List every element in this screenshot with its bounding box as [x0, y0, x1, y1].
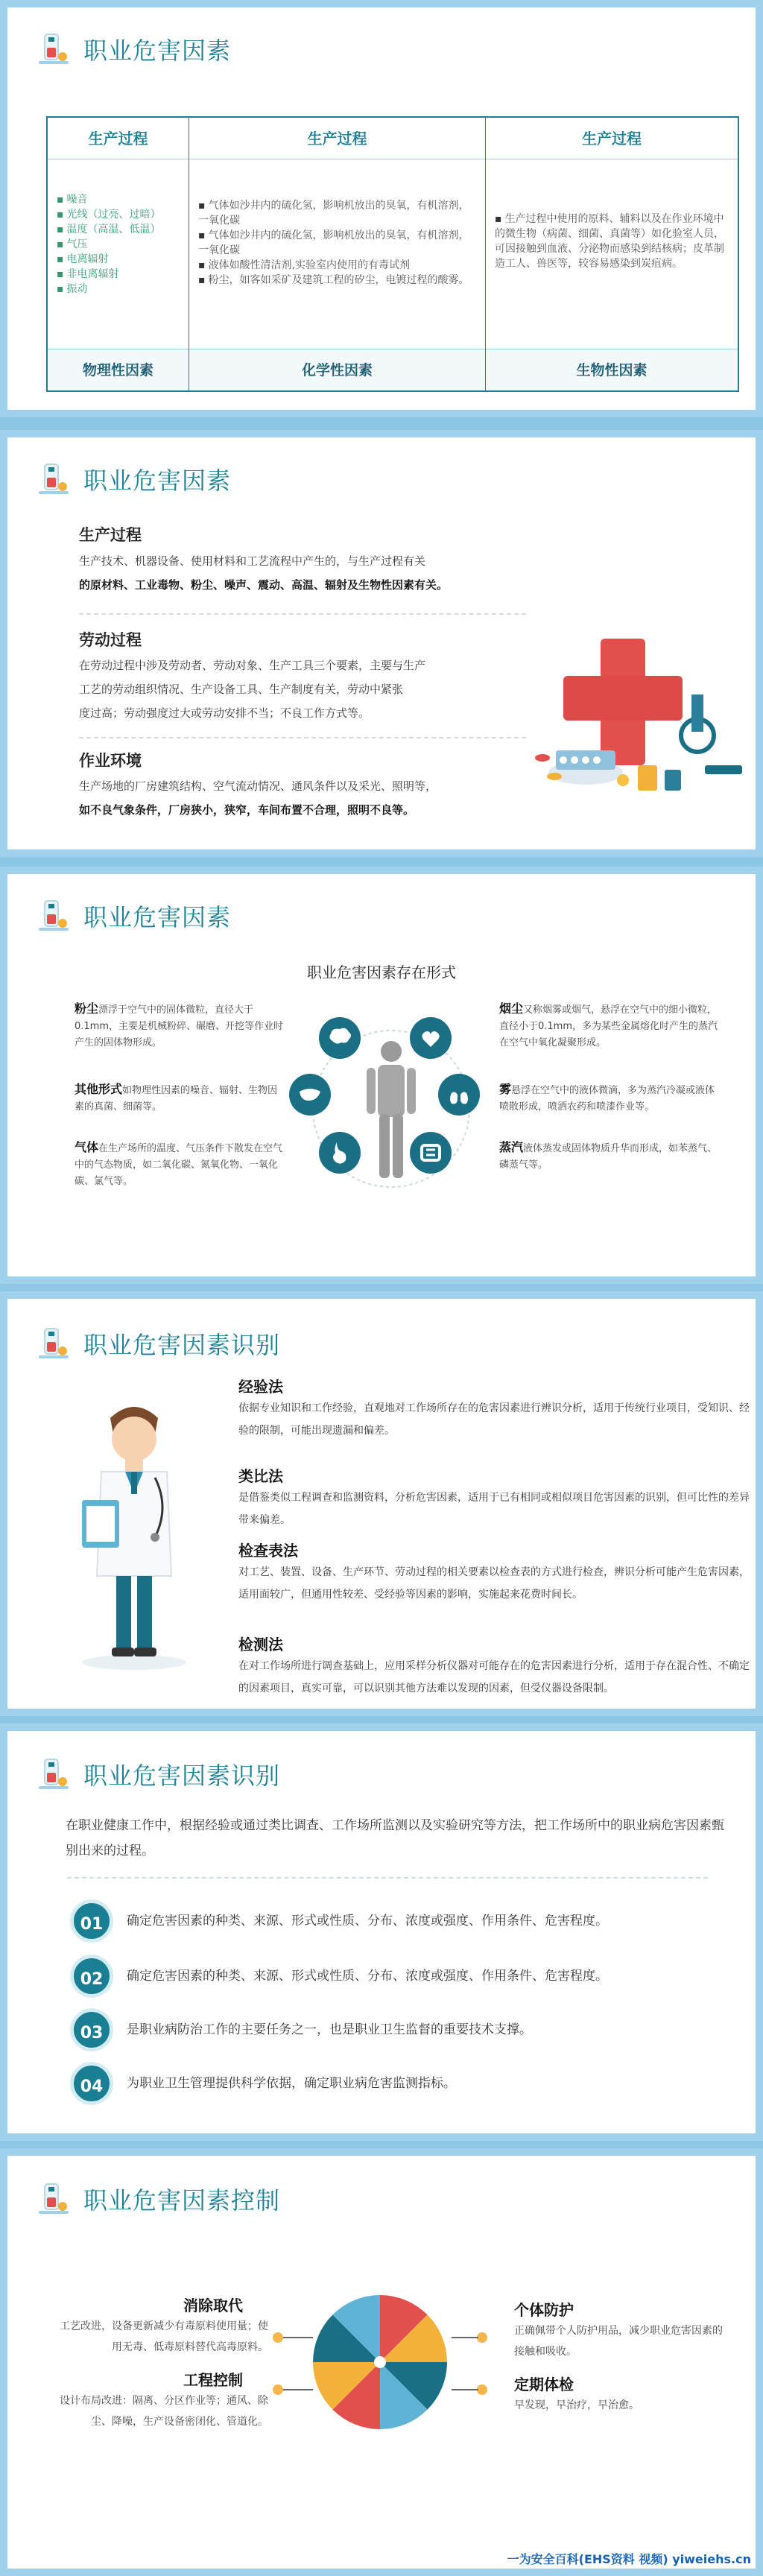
watermark: 一为安全百科(EHS资料 视频) yiweiehs.cn: [507, 2552, 751, 2566]
list-item: ▪ 振动: [57, 282, 181, 297]
method-title: 检查表法: [238, 1542, 298, 1560]
list-item: ▪ 噪音: [57, 192, 181, 207]
method-title: 检测法: [238, 1636, 283, 1653]
section-line: 生产场地的厂房建筑结构、空气流动情况、通风条件以及采光、照明等，: [79, 779, 437, 793]
slide-3: [0, 867, 763, 1284]
step-text: 是职业病防治工作的主要任务之一，也是职业卫生监督的重要技术支撑。: [127, 2022, 532, 2037]
control-desc: 设计布局改进：隔离、分区作业等；通风、除尘、降噪，生产设备密闭化、管道化。: [60, 2395, 268, 2428]
slide-header: [37, 895, 231, 937]
control-title: 工程控制: [183, 2371, 243, 2389]
form-gas: [75, 1139, 291, 1190]
slide-header: [37, 458, 231, 500]
column-footer: 物理性因素: [48, 349, 189, 390]
doctor-illustration: [60, 1388, 209, 1671]
form-desc: 液体蒸发或固体物质升华而形成，如苯蒸气、磷蒸气等。: [499, 1143, 718, 1171]
section-line: 度过高；劳动强度过大或劳动安排不当；不良工作方式等。: [79, 706, 370, 720]
slide-header: [37, 28, 231, 70]
step-text: 确定危害因素的种类、来源、形式或性质、分布、浓度或强度、作用条件、危害程度。: [127, 1914, 608, 1928]
slide-header: [37, 1753, 280, 1795]
list-item: ▪ 液体如酸性清洁剂,实验室内使用的有毒试剂: [198, 258, 478, 273]
slide-title: 职业危害因素识别: [83, 1331, 281, 1359]
list-item: ▪ 光线（过亮、过暗）: [57, 207, 181, 222]
slide-title: 职业危害因素控制: [83, 2186, 281, 2215]
step-text: 为职业卫生管理提供科学依据，确定职业病危害监测指标。: [127, 2076, 456, 2091]
diagram-title: 职业危害因素存在形式: [307, 963, 456, 981]
table-column-biological: [486, 118, 738, 390]
slide-4: [0, 1291, 763, 1716]
form-title: 蒸汽: [499, 1140, 524, 1154]
beaker-logo-icon: [37, 1326, 70, 1361]
slide-2: [0, 430, 763, 857]
section-line: 工艺的劳动组织情况、生产设备工具、生产制度有关，劳动中紧张: [79, 683, 404, 696]
list-item: ▪ 气体如沙井内的硫化氢，影响机放出的臭氧，有机溶剂，一氧化碳: [198, 198, 478, 228]
intro-paragraph: 在职业健康工作中，根据经验或通过类比调查、工作场所监测以及实验研究等方法，把工作场所中的职业病危害因素甄别出来的过程。: [66, 1818, 724, 1858]
section-title: 劳动过程: [79, 631, 142, 649]
column-header: 生产过程: [189, 118, 485, 159]
method-title: 经验法: [238, 1378, 283, 1396]
form-vapor: [499, 1139, 723, 1174]
form-title: 烟尘: [499, 1001, 524, 1016]
form-title: 气体: [75, 1140, 99, 1154]
step-text: 确定危害因素的种类、来源、形式或性质、分布、浓度或强度、作用条件、危害程度。: [127, 1969, 608, 1984]
step-number: 04: [70, 2062, 113, 2105]
list-item: ▪ 温度（高温、低温）: [57, 222, 181, 237]
form-fume: [499, 1001, 723, 1051]
form-desc: 如物理性因素的噪音、辐射、生物因素的真菌、细菌等。: [75, 1085, 278, 1113]
divider: [79, 613, 526, 615]
section-title: 作业环境: [79, 752, 142, 770]
beaker-logo-icon: [37, 1756, 70, 1792]
connector-line: [452, 2389, 478, 2390]
form-desc: 悬浮在空气中的液体微滴，多为蒸汽冷凝或液体喷散形成，喷洒农药和喷漆作业等。: [499, 1085, 715, 1113]
slide-1: [0, 0, 763, 417]
column-footer: 生物性因素: [486, 349, 738, 390]
section-title: 生产过程: [79, 526, 142, 544]
section-line: 如不良气象条件，厂房狭小，狭窄，车间布置不合理，照明不良等。: [79, 803, 415, 817]
control-desc: 工艺改进，设备更新减少有毒原料使用量；使用无毒、低毒原料替代高毒原料。: [60, 2320, 268, 2353]
method-desc: 在对工作场所进行调查基础上，应用采样分析仪器对可能存在的危害因素进行分析，适用于存在混合性、不确定的因素项目，真实可靠，可以识别其他方法难以发现的因素，但受仪器设备限制。: [238, 1660, 750, 1694]
brain-icon: [319, 1017, 361, 1059]
divider: [79, 737, 526, 738]
slide-title: 职业危害因素: [83, 903, 232, 931]
connector-dot: [477, 2384, 487, 2395]
section-line: 的原材料、工业毒物、粉尘、噪声、震动、高温、辐射及生物性因素有关。: [79, 578, 449, 592]
table-column-chemical: [189, 118, 486, 390]
form-desc: 又称烟雾或烟气，悬浮在空气中的细小微粒，直径小于0.1mm，多为某些金属熔化时产生的蒸汽在空气中氧化凝聚形成。: [499, 1004, 718, 1048]
lungs-icon: [438, 1074, 480, 1115]
slide-title: 职业危害因素: [83, 37, 232, 65]
form-other: [75, 1081, 283, 1115]
table-column-physical: [48, 118, 189, 390]
section-text: [79, 654, 556, 725]
beaker-logo-icon: [37, 461, 70, 497]
chemical-list: [198, 198, 478, 288]
control-desc: 早发现，早治疗，早治愈。: [514, 2399, 639, 2411]
control-desc: 正确佩带个人防护用品，减少职业危害因素的接触和吸收。: [514, 2325, 723, 2358]
control-title: 定期体检: [514, 2376, 574, 2393]
list-item: ▪ 非电离辐射: [57, 267, 181, 282]
form-desc: 漂浮于空气中的固体微粒，直径大于0.1mm，主要是机械粉碎、碾磨、开挖等作业时产生的固体物形成。: [75, 1004, 284, 1048]
method-desc: 依据专业知识和工作经验，直观地对工作场所存在的危害因素进行辨识分析，适用于传统行业项目，受知识、经验的限制，可能出现遗漏和偏差。: [238, 1402, 750, 1437]
method-desc: 对工艺、装置、设备、生产环节、劳动过程的相关要素以检查表的方式进行检查，辨识分析可能产生危害因素，适用面较广，但通用性较差、受经验等因素的影响，实施起来花费时间长。: [238, 1566, 750, 1601]
section-line: 生产技术、机器设备、使用材料和工艺流程中产生的，与生产过程有关: [79, 554, 426, 568]
form-mist: [499, 1081, 723, 1115]
slide-header: [37, 2178, 280, 2220]
step-number: 02: [70, 1955, 113, 1998]
list-item: ▪ 电离辐射: [57, 252, 181, 267]
section-text: [79, 774, 556, 822]
beaker-logo-icon: [37, 2181, 70, 2217]
form-title: 其他形式: [75, 1082, 123, 1096]
liver-icon: [289, 1074, 331, 1115]
physical-list: [57, 192, 181, 297]
connector-dot: [273, 2332, 283, 2343]
section-text: [79, 549, 556, 597]
column-header: 生产过程: [486, 118, 738, 159]
form-title: 粉尘: [75, 1001, 99, 1016]
slide-title: 职业危害因素识别: [83, 1762, 281, 1790]
form-title: 雾: [499, 1082, 512, 1096]
divider: [67, 1877, 708, 1879]
method-title: 类比法: [238, 1467, 283, 1485]
hazard-category-table: [46, 116, 739, 392]
human-body-icon: [358, 1037, 425, 1186]
step-number: 03: [70, 2008, 113, 2051]
list-item: ▪ 粉尘，如客如采矿及建筑工程的矽尘，电镀过程的酸雾。: [198, 273, 478, 288]
stomach-icon: [319, 1132, 361, 1174]
list-item: ▪ 气压: [57, 237, 181, 252]
list-item: ▪ 气体如沙井内的硫化氢，影响机放出的臭氧，有机溶剂，一氧化碳: [198, 228, 478, 258]
column-header: 生产过程: [48, 118, 189, 159]
form-desc: 在生产场所的温度、气压条件下散发在空气中的气态物质，如二氧化碳、氮氧化物、一氧化碳、氯气等。: [75, 1143, 283, 1187]
control-title: 个体防护: [514, 2301, 574, 2319]
slide-title: 职业危害因素: [83, 466, 232, 495]
form-dust: [75, 1001, 291, 1051]
connector-dot: [477, 2332, 487, 2343]
slide-header: [37, 1323, 280, 1364]
biological-list: [495, 212, 730, 271]
section-line: 在劳动过程中涉及劳动者、劳动对象、生产工具三个要素，主要与生产: [79, 659, 426, 672]
column-footer: 化学性因素: [189, 349, 485, 390]
step-number: 01: [70, 1899, 113, 1943]
connector-dot: [273, 2384, 283, 2395]
connector-line: [452, 2337, 478, 2338]
list-item: ▪ 生产过程中使用的原料、辅料以及在作业环境中的微生物（病菌、细菌、真菌等）如化验室人员，可因接触到血液、分泌物而感染到结核病；皮革制造工人、兽医等，较容易感染到炭疽病。: [495, 212, 730, 271]
medical-cross-illustration: [534, 624, 750, 803]
beaker-logo-icon: [37, 31, 70, 67]
beaker-logo-icon: [37, 898, 70, 934]
umbrella-diagram-icon: [305, 2288, 455, 2437]
method-desc: 是借鉴类似工程调查和监测资料，分析危害因素，适用于已有相同或相似项目危害因素的识别，但可比性的差异带来偏差。: [238, 1492, 750, 1526]
control-title: 消除取代: [183, 2297, 243, 2314]
slide-5: [0, 1724, 763, 2141]
